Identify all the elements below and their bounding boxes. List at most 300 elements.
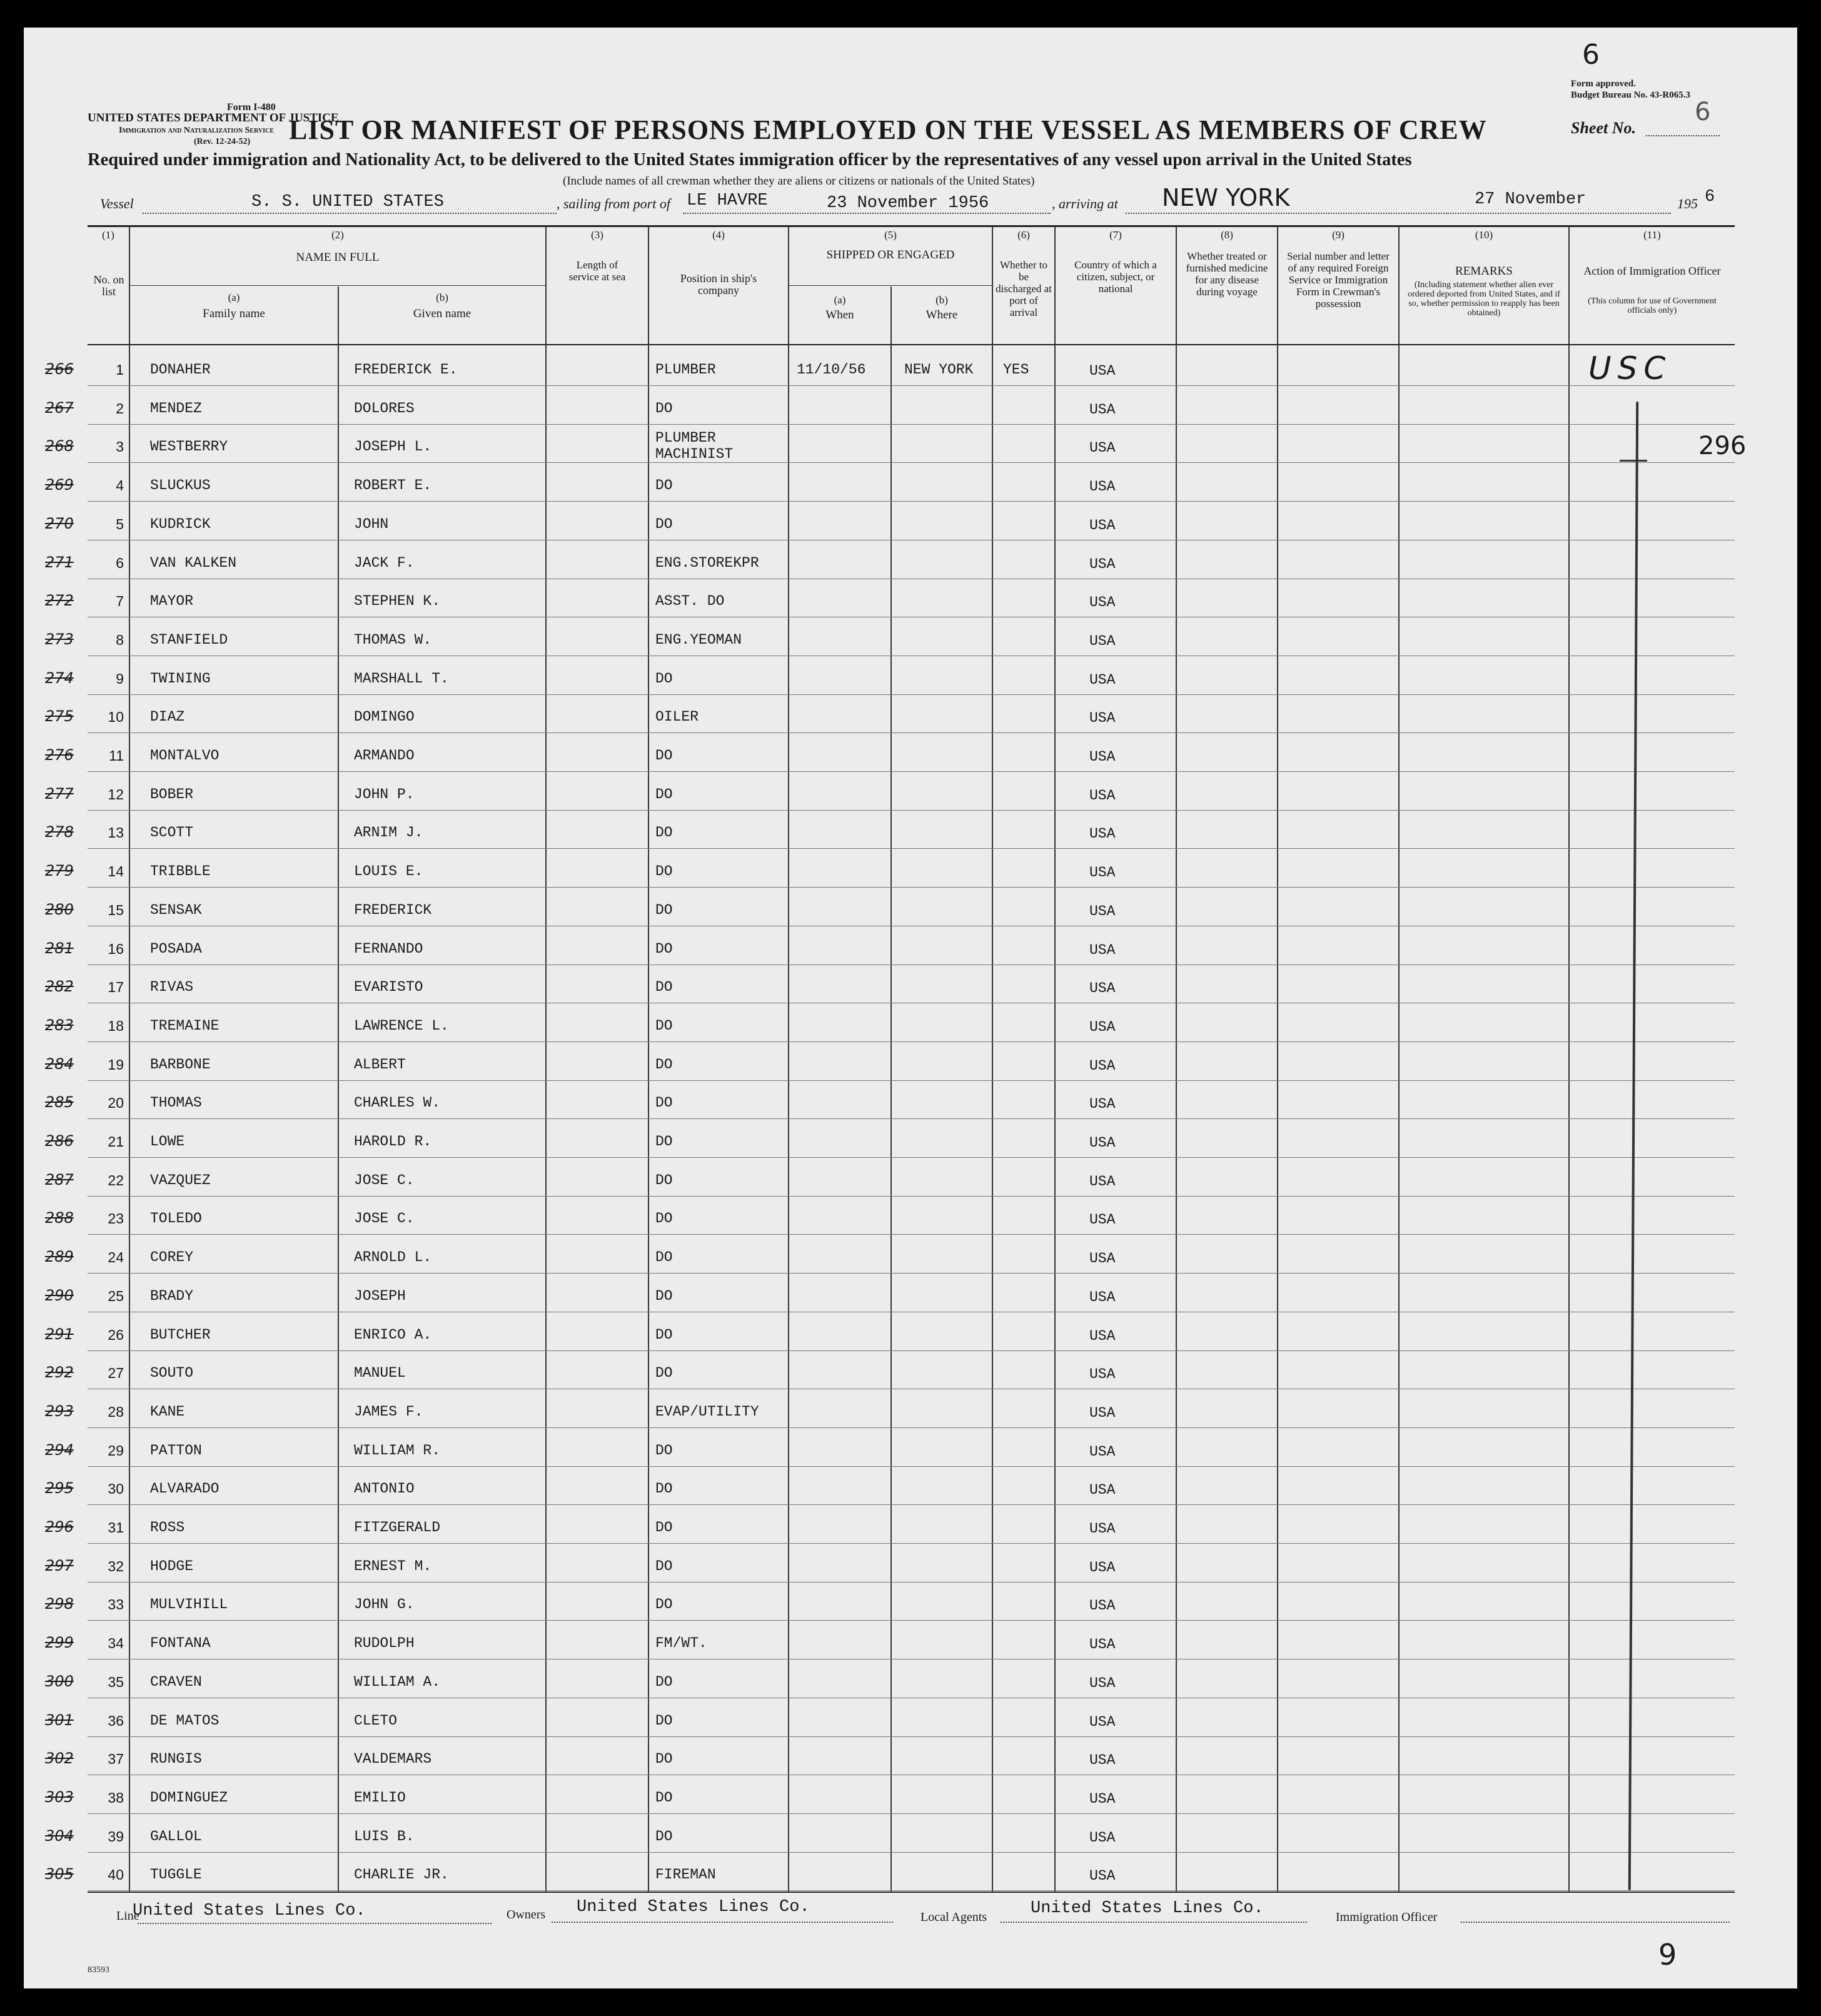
citizenship-country: USA [1089,1482,1116,1498]
list-number: 1 [116,362,124,378]
count-annotation: 296 [1698,432,1747,460]
manifest-sheet [24,28,1797,1988]
corner-number: 9 [1658,1938,1677,1972]
col2-number: (2) [331,229,344,241]
family-name: ROSS [150,1519,185,1536]
citizenship-country: USA [1089,788,1116,804]
given-name: VALDEMARS [354,1751,432,1767]
row-rule [88,1504,1735,1505]
col7-number: (7) [1109,229,1122,241]
family-name: DOMINGUEZ [150,1790,228,1806]
citizenship-country: USA [1089,479,1116,495]
list-number: 12 [108,786,124,803]
owners-value: United States Lines Co. [577,1898,810,1917]
old-list-number: 283 [45,1016,74,1034]
citizenship-country: USA [1089,1598,1116,1614]
citizenship-country: USA [1089,1444,1116,1460]
given-name: JOHN G. [354,1596,415,1613]
given-name: JAMES F. [354,1404,423,1420]
row-rule [88,1118,1735,1119]
citizenship-country: USA [1089,1791,1116,1807]
vessel-line [143,213,557,214]
col-divider [545,226,547,1892]
arrival-date: 27 November [1475,190,1586,209]
old-list-number: 274 [45,669,74,687]
name-sub-rule [130,285,545,286]
list-number: 34 [108,1635,124,1651]
position: DO [655,902,673,918]
old-list-number: 295 [45,1479,74,1497]
position: DO [655,1751,673,1767]
citizenship-country: USA [1089,942,1116,958]
list-number: 28 [108,1404,124,1420]
row-rule [88,732,1735,733]
old-list-number: 287 [45,1171,74,1188]
old-list-number: 300 [45,1673,74,1690]
given-name: CHARLIE JR. [354,1867,449,1883]
given-name: MARSHALL T. [354,671,449,687]
row-rule [88,810,1735,811]
given-name: ALBERT [354,1056,406,1073]
old-list-number: 288 [45,1209,74,1227]
position: DO [655,1249,673,1265]
citizenship-country: USA [1089,1868,1116,1884]
list-number: 23 [108,1210,124,1227]
citizenship-country: USA [1089,903,1116,919]
col2b-number: (b) [436,291,448,303]
position: DO [655,786,673,803]
given-name: MANUEL [354,1365,406,1381]
department-name: UNITED STATES DEPARTMENT OF JUSTICE [88,111,339,124]
old-list-number: 298 [45,1595,74,1613]
position-line-2: MACHINIST [655,446,734,462]
form-number: Form I-480 [227,102,276,113]
row-rule [88,1466,1735,1467]
family-name: TREMAINE [150,1018,219,1034]
col8-header: Whether treated or furnished medicine for any disease during voyage [1186,250,1268,298]
position: DO [655,1442,673,1459]
old-list-number: 301 [45,1711,74,1729]
agents-label: Local Agents [921,1910,987,1924]
position: FM/WT. [655,1635,707,1651]
position: DO [655,1210,673,1227]
list-number: 2 [116,400,124,417]
position: EVAP/UTILITY [655,1404,759,1420]
row-rule [88,1890,1735,1891]
citizenship-country: USA [1089,633,1116,649]
given-name: WILLIAM A. [354,1674,441,1690]
line-label: Line [116,1909,139,1923]
list-number: 35 [108,1674,124,1690]
family-name: TUGGLE [150,1867,202,1883]
col8-number: (8) [1221,229,1233,241]
col11-note: (This column for use of Government officials only) [1588,296,1717,315]
position: DO [655,941,673,957]
given-name: EMILIO [354,1790,406,1806]
col7-header: Country of which a citizen, subject, or national [1074,259,1157,295]
given-name: THOMAS W. [354,632,432,648]
position: DO [655,400,673,417]
citizenship-country: USA [1089,1328,1116,1344]
position: DO [655,1790,673,1806]
col-divider [1054,226,1056,1892]
revision-date: (Rev. 12-24-52) [194,137,251,146]
col3-header: Length of service at sea [568,259,626,283]
row-rule [88,694,1735,695]
col5-header: SHIPPED OR ENGAGED [826,248,955,261]
list-number: 9 [116,671,124,687]
col2a-number: (a) [228,291,240,303]
family-name: HODGE [150,1558,194,1574]
list-number: 26 [108,1327,124,1343]
col-divider [1568,226,1570,1892]
list-number: 5 [116,516,124,532]
given-name: CLETO [354,1713,398,1729]
given-name: ARNOLD L. [354,1249,432,1265]
citizenship-country: USA [1089,1019,1116,1035]
position: DO [655,747,673,764]
citizenship-country: USA [1089,826,1116,842]
row-rule [88,1813,1735,1814]
old-list-number: 282 [45,978,74,995]
given-name: JOSE C. [354,1210,415,1227]
old-list-number: 284 [45,1055,74,1073]
col6-header: Whether to be discharged at port of arrival [996,259,1052,318]
given-name: HAROLD R. [354,1133,432,1150]
row-rule [88,424,1735,425]
citizenship-country: USA [1089,1675,1116,1691]
table-top-rule [88,225,1735,227]
col2-header: NAME IN FULL [296,251,380,264]
old-list-number: 280 [45,901,74,918]
family-name: FONTANA [150,1635,211,1651]
position: DO [655,979,673,995]
citizenship-country: USA [1089,1636,1116,1653]
old-list-number: 293 [45,1402,74,1420]
col-divider [338,286,339,1892]
old-list-number: 294 [45,1441,74,1459]
family-name: TRIBBLE [150,863,211,879]
given-name: ERNEST M. [354,1558,432,1574]
col-divider [1277,226,1278,1892]
position: ENG.STOREKPR [655,555,759,571]
given-name: LOUIS E. [354,863,423,879]
col5b-number: (b) [936,294,948,306]
budget-bureau-number: Budget Bureau No. 43-R065.3 [1571,90,1690,100]
family-name: COREY [150,1249,194,1265]
citizenship-country: USA [1089,517,1116,534]
col9-number: (9) [1332,229,1344,241]
list-number: 39 [108,1828,124,1845]
departure-port: LE HAVRE [687,191,768,210]
position: DO [655,477,673,494]
position: OILER [655,709,699,725]
col5-number: (5) [884,229,897,241]
given-name: FITZGERALD [354,1519,441,1536]
given-name: JACK F. [354,555,415,571]
family-name: KUDRICK [150,516,211,532]
sheet-line [1646,135,1720,136]
family-name: THOMAS [150,1095,202,1111]
col11-number: (11) [1643,229,1661,241]
list-number: 15 [108,902,124,918]
old-list-number: 268 [45,437,74,455]
arrival-port: NEW YORK [1162,184,1290,211]
citizenship-country: USA [1089,1058,1116,1074]
family-name: RIVAS [150,979,194,995]
citizenship-country: USA [1089,1135,1116,1151]
position: DO [655,1018,673,1034]
row-rule [88,1852,1735,1853]
arrival-date-line [1446,213,1671,214]
citizenship-country: USA [1089,1521,1116,1537]
list-number: 6 [116,555,124,571]
list-number: 19 [108,1056,124,1073]
list-number: 20 [108,1095,124,1111]
table-header-rule [88,344,1735,345]
position: DO [655,671,673,687]
service-name: Immigration and Naturalization Service [119,126,274,135]
given-name: LUIS B. [354,1828,415,1845]
col-divider [1176,226,1177,1892]
position: DO [655,1828,673,1845]
citizenship-country: USA [1089,594,1116,610]
col-divider [788,226,789,1892]
family-name: SLUCKUS [150,477,211,494]
family-name: DONAHER [150,362,211,378]
family-name: SENSAK [150,902,202,918]
line-underline [138,1923,492,1924]
family-name: POSADA [150,941,202,957]
position: PLUMBER [655,362,716,378]
row-rule [88,1157,1735,1158]
list-number: 40 [108,1867,124,1883]
list-number: 7 [116,593,124,609]
family-name: WESTBERRY [150,438,228,455]
family-name: TOLEDO [150,1210,202,1227]
citizenship-country: USA [1089,1752,1116,1768]
old-list-number: 285 [45,1093,74,1111]
col1-number: (1) [102,229,114,241]
family-name: LOWE [150,1133,185,1150]
line-value: United States Lines Co. [133,1902,366,1920]
old-list-number: 305 [45,1865,74,1883]
old-list-number: 297 [45,1557,74,1574]
arrival-port-line [1126,213,1445,214]
list-number: 33 [108,1596,124,1613]
list-number: 24 [108,1249,124,1265]
row-rule [88,462,1735,463]
row-rule [88,887,1735,888]
list-number: 31 [108,1519,124,1536]
position: DO [655,1288,673,1304]
citizenship-country: USA [1089,1714,1116,1730]
list-number: 37 [108,1751,124,1767]
position: ASST. DO [655,593,725,609]
position: DO [655,516,673,532]
owners-underline [552,1922,893,1923]
sheet-number: 6 [1695,98,1711,126]
row-rule [88,1041,1735,1042]
citizenship-country: USA [1089,402,1116,418]
col5a-number: (a) [834,294,846,306]
officer-underline [1461,1922,1730,1923]
row-rule [88,1582,1735,1583]
old-list-number: 291 [45,1325,74,1343]
list-number: 21 [108,1133,124,1150]
list-number: 8 [116,632,124,648]
agents-underline [1001,1922,1307,1923]
family-name: RUNGIS [150,1751,202,1767]
citizenship-country: USA [1089,710,1116,726]
old-list-number: 272 [45,592,74,609]
shipped-where: NEW YORK [904,362,974,378]
ditto-tick [1620,460,1647,462]
col5a-header: When [825,308,854,322]
given-name: ARMANDO [354,747,415,764]
family-name: STANFIELD [150,632,228,648]
citizenship-country: USA [1089,749,1116,765]
family-name: VAN KALKEN [150,555,237,571]
old-list-number: 269 [45,476,74,494]
list-number: 3 [116,438,124,455]
col3-number: (3) [591,229,603,241]
position: ENG.YEOMAN [655,632,742,648]
sheet-label: Sheet No. [1571,119,1636,137]
family-name: BARBONE [150,1056,211,1073]
arriving-label: , arriving at [1052,196,1118,211]
old-list-number: 275 [45,707,74,725]
discharge-flag: YES [1003,362,1029,378]
shipped-when: 11/10/56 [797,362,866,378]
citizenship-country: USA [1089,1212,1116,1228]
given-name: FERNANDO [354,941,423,957]
old-list-number: 296 [45,1518,74,1536]
year-suffix: 6 [1705,188,1715,206]
col-divider [1398,226,1400,1892]
row-rule [88,771,1735,772]
family-name: BRADY [150,1288,194,1304]
citizenship-country: USA [1089,1250,1116,1267]
old-list-number: 276 [45,746,74,764]
year-prefix: 195 [1677,196,1698,211]
old-list-number: 279 [45,862,74,879]
given-name: ROBERT E. [354,477,432,494]
col6-number: (6) [1017,229,1030,241]
col9-header: Serial number and letter of any required Foreign Service or Immigration Form in Crewman's possession [1287,250,1390,310]
table-bottom-rule [88,1892,1735,1893]
citizenship-country: USA [1089,1559,1116,1576]
row-rule [88,1350,1735,1351]
family-name: PATTON [150,1442,202,1459]
citizenship-country: USA [1089,1366,1116,1382]
old-list-number: 302 [45,1750,74,1767]
given-name: EVARISTO [354,979,423,995]
old-list-number: 286 [45,1132,74,1150]
position: DO [655,1674,673,1690]
family-name: SOUTO [150,1365,194,1381]
col1-header: No. on list [93,273,124,298]
old-list-number: 304 [45,1827,74,1845]
given-name: DOMINGO [354,709,415,725]
position: DO [655,1056,673,1073]
given-name: JOHN P. [354,786,415,803]
citizenship-country: USA [1089,672,1116,688]
position: DO [655,1558,673,1574]
row-rule [88,1736,1735,1737]
list-number: 4 [116,477,124,494]
port-line [683,213,1051,214]
list-number: 30 [108,1481,124,1497]
given-name: JOSEPH [354,1288,406,1304]
agents-value: United States Lines Co. [1031,1899,1264,1918]
list-number: 38 [108,1790,124,1806]
list-number: 27 [108,1365,124,1381]
officer-label: Immigration Officer [1336,1910,1438,1924]
row-rule [88,848,1735,849]
col10-number: (10) [1475,229,1493,241]
family-name: BOBER [150,786,194,803]
family-name: CRAVEN [150,1674,202,1690]
given-name: DOLORES [354,400,415,417]
position: DO [655,1596,673,1613]
old-list-number: 289 [45,1248,74,1265]
family-name: DIAZ [150,709,185,725]
citizenship-country: USA [1089,363,1116,379]
given-name: FREDERICK [354,902,432,918]
position: DO [655,1172,673,1188]
col4-number: (4) [712,229,725,241]
col10-header: REMARKS [1455,265,1513,278]
given-name: ENRICO A. [354,1327,432,1343]
list-number: 17 [108,979,124,995]
col2a-header: Family name [203,307,265,320]
position: DO [655,1327,673,1343]
row-rule [88,385,1735,386]
given-name: CHARLES W. [354,1095,441,1111]
col4-header: Position in ship's company [680,272,757,296]
vessel-name: S. S. UNITED STATES [251,193,444,211]
citizenship-country: USA [1089,864,1116,881]
include-note: (Include names of all crewman whether they are aliens or citizens or nationals of the United States) [563,175,1035,188]
position: DO [655,863,673,879]
old-list-number: 270 [45,515,74,532]
given-name: LAWRENCE L. [354,1018,449,1034]
family-name: MONTALVO [150,747,219,764]
col2b-header: Given name [413,307,472,320]
old-list-number: 277 [45,785,74,803]
old-list-number: 273 [45,631,74,648]
citizenship-country: USA [1089,1405,1116,1421]
family-name: TWINING [150,671,211,687]
old-list-number: 299 [45,1634,74,1651]
list-number: 29 [108,1442,124,1459]
position: DO [655,1481,673,1497]
old-list-number: 281 [45,940,74,957]
citizenship-country: USA [1089,556,1116,572]
position: DO [655,1713,673,1729]
old-list-number: 278 [45,823,74,841]
citizenship-country: USA [1089,1173,1116,1190]
given-name: RUDOLPH [354,1635,415,1651]
family-name: MAYOR [150,593,194,609]
citizenship-country: USA [1089,1096,1116,1112]
old-list-number: 267 [45,399,74,417]
list-number: 32 [108,1558,124,1574]
position: DO [655,1519,673,1536]
col-divider [648,226,649,1892]
position: PLUMBER [655,430,716,446]
